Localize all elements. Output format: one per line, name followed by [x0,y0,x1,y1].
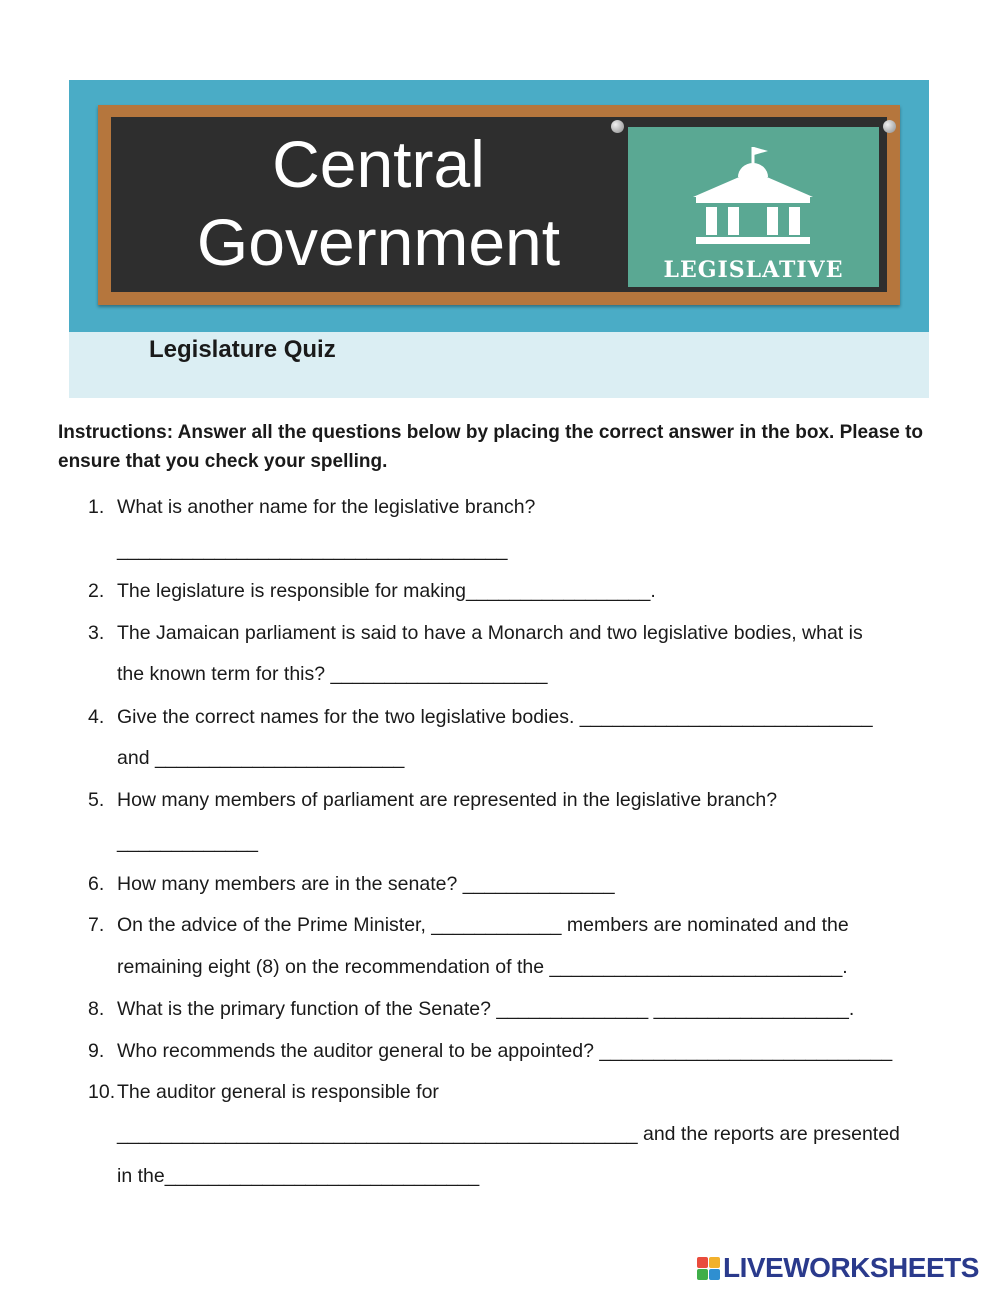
question-text[interactable]: Give the correct names for the two legislative bodies. ___________________________ [117,706,873,728]
question-number: 1. [88,496,105,518]
question-4-continued[interactable]: and _______________________ [117,747,405,769]
question-number: 8. [88,998,105,1020]
instructions: Instructions: Answer all the questions below by placing the correct answer in the box. Please to ensure that you check your spelling. [58,422,924,472]
legislative-label: LEGISLATIVE [663,257,844,283]
question-7-continued[interactable]: remaining eight (8) on the recommendation of the ___________________________. [117,956,848,978]
question-7 [88,914,849,936]
question-number: 2. [88,580,105,602]
logo-blocks-icon [697,1257,720,1280]
question-number: 5. [88,789,105,811]
header-banner [69,80,929,332]
question-number: 6. [88,873,105,895]
question-number: 4. [88,706,105,728]
question-6 [88,873,615,895]
subtitle-bar [69,332,929,398]
answer-blank[interactable]: ____________________________________ [117,539,508,561]
question-9 [88,1040,892,1062]
question-text[interactable]: How many members are in the senate? ______________ [117,873,615,895]
question-text[interactable]: On the advice of the Prime Minister, ____________ members are nominated and the [117,914,849,936]
chalkboard-frame [98,105,900,305]
question-number: 10. [88,1081,116,1103]
title-line-2: Government [196,205,561,279]
question-text: The Jamaican parliament is said to have a Monarch and two legislative bodies, what is [117,622,863,644]
question-8 [88,998,854,1020]
question-10-continued[interactable]: ________________________________________________ and the reports are presented [117,1123,900,1145]
question-text[interactable]: Who recommends the auditor general to be appointed? ___________________________ [117,1040,893,1062]
chalkboard [111,117,887,292]
question-text: How many members of parliament are represented in the legislative branch? [117,789,778,811]
question-text[interactable]: What is the primary function of the Senate? ______________ __________________. [117,998,855,1020]
liveworksheets-logo [697,1252,979,1284]
question-number: 3. [88,622,105,644]
question-3-continued[interactable]: the known term for this? ____________________ [117,663,548,685]
logo-block [697,1269,708,1280]
legislative-logo [628,127,879,287]
logo-block [709,1269,720,1280]
question-text: The auditor general is responsible for [117,1081,439,1103]
question-number: 9. [88,1040,105,1062]
logo-block [709,1257,720,1268]
question-3 [88,622,863,644]
question-number: 7. [88,914,105,936]
pin-icon [883,120,896,133]
brand-name: LIVEWORKSHEETS [723,1252,979,1283]
title-line-1: Central [272,127,485,201]
pin-icon [611,120,624,133]
page-title [111,125,646,281]
question-text: What is another name for the legislative branch? [117,496,536,518]
question-10 [88,1081,439,1103]
question-text[interactable]: The legislature is responsible for making_________________. [117,580,656,602]
logo-block [697,1257,708,1268]
question-10-continued[interactable]: in the_____________________________ [117,1165,480,1187]
question-2 [88,580,656,602]
building-icon [628,127,879,252]
question-1 [88,496,535,518]
question-4 [88,706,873,728]
quiz-subtitle: Legislature Quiz [149,336,336,363]
question-5 [88,789,777,811]
answer-blank[interactable]: _____________ [117,831,258,853]
